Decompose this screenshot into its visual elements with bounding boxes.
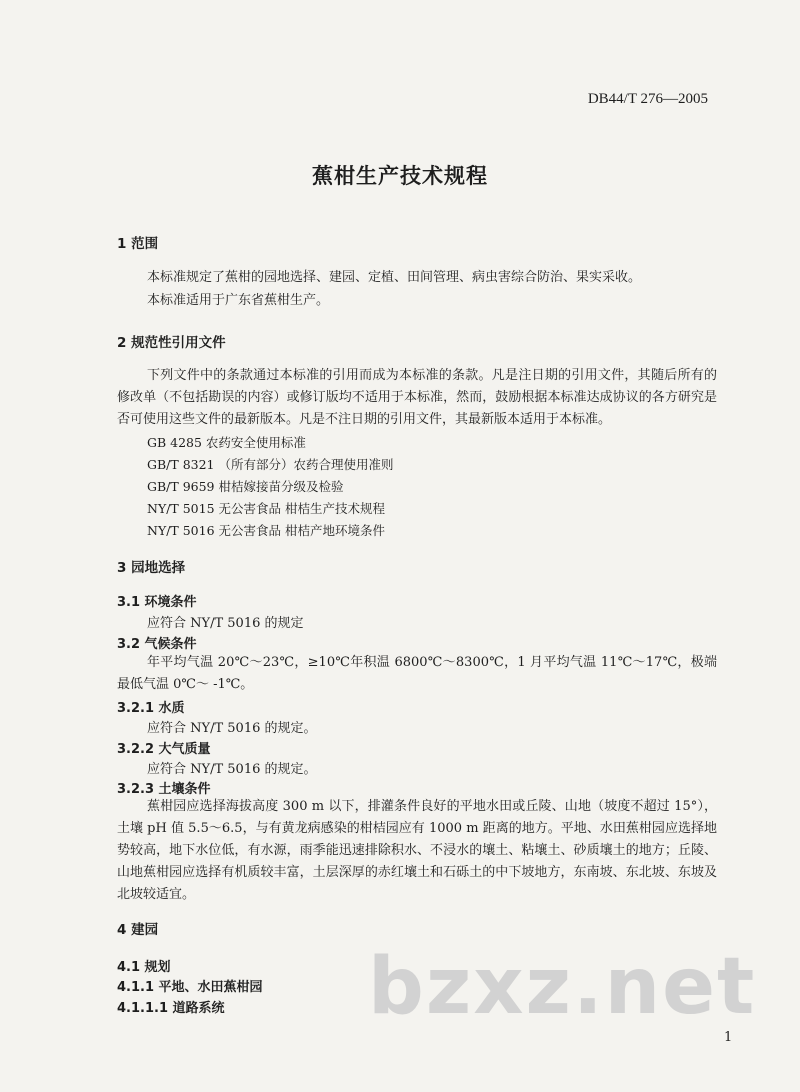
watermark: bzxz.net bbox=[368, 942, 757, 1032]
reference-item: GB/T 8321 （所有部分）农药合理使用准则 bbox=[147, 457, 394, 472]
section-4-heading: 4 建园 bbox=[117, 922, 159, 938]
section-3-heading: 3 园地选择 bbox=[117, 560, 186, 576]
section-3-2-heading: 3.2 气候条件 bbox=[117, 637, 197, 652]
reference-item: NY/T 5016 无公害食品 柑桔产地环境条件 bbox=[147, 523, 385, 538]
section-3-2-2-heading: 3.2.2 大气质量 bbox=[117, 742, 211, 757]
section-1-paragraph-1: 本标准规定了蕉柑的园地选择、建园、定植、田间管理、病虫害综合防治、果实采收。 bbox=[147, 270, 642, 285]
section-2-intro: 下列文件中的条款通过本标准的引用而成为本标准的条款。凡是注日期的引用文件，其随后所有的修改单（不包括勘误的内容）或修订版均不适用于本标准，然而，鼓励根据本标准达成协议的各方研究是否可使用这些文件的最新版本。凡是不注日期的引用文件，其最新版本适用于本标准。 bbox=[117, 368, 717, 427]
section-3-2-1-heading: 3.2.1 水质 bbox=[117, 701, 185, 716]
document-title: 蕉柑生产技术规程 bbox=[312, 164, 488, 188]
section-3-1-text: 应符合 NY/T 5016 的规定 bbox=[147, 616, 304, 631]
reference-item: NY/T 5015 无公害食品 柑桔生产技术规程 bbox=[147, 501, 385, 516]
section-4-1-1-1-heading: 4.1.1.1 道路系统 bbox=[117, 1001, 225, 1016]
section-1-heading: 1 范围 bbox=[117, 236, 159, 252]
section-3-1-heading: 3.1 环境条件 bbox=[117, 595, 197, 610]
standard-number: DB44/T 276—2005 bbox=[587, 91, 708, 107]
section-1-paragraph-2: 本标准适用于广东省蕉柑生产。 bbox=[147, 293, 330, 308]
section-4-1-1-heading: 4.1.1 平地、水田蕉柑园 bbox=[117, 980, 263, 995]
section-2-heading: 2 规范性引用文件 bbox=[117, 335, 226, 351]
reference-item: GB/T 9659 柑桔嫁接苗分级及检验 bbox=[147, 479, 344, 494]
section-3-2-1-text: 应符合 NY/T 5016 的规定。 bbox=[147, 721, 317, 736]
reference-item: GB 4285 农药安全使用标准 bbox=[147, 435, 306, 450]
section-4-1-heading: 4.1 规划 bbox=[117, 960, 171, 975]
section-3-2-text: 年平均气温 20℃～23℃，≥10℃年积温 6800℃～8300℃，1 月平均气温 11℃～17℃，极端最低气温 0℃～ -1℃。 bbox=[117, 655, 717, 692]
page-number: 1 bbox=[724, 1030, 733, 1045]
section-3-2-3-heading: 3.2.3 土壤条件 bbox=[117, 782, 211, 797]
section-3-2-3-text: 蕉柑园应选择海拔高度 300 m 以下，排灌条件良好的平地水田或丘陵、山地（坡度不超过 15°），土壤 pH 值 5.5～6.5，与有黄龙病感染的柑桔园应有 1000 m 距离的地方。平地、水田蕉柑园应选择地势较高，地下水位低，有水源，雨季能迅速排除积水、不浸水的壤土、粘壤土、砂质壤土的地方；丘陵、山地蕉柑园应选择有机质较丰富，土层深厚的赤红壤土和石砾土的中下坡地方，东南坡、东北坡、东坡及北坡较适宜。 bbox=[117, 799, 717, 902]
section-3-2-2-text: 应符合 NY/T 5016 的规定。 bbox=[147, 762, 317, 777]
